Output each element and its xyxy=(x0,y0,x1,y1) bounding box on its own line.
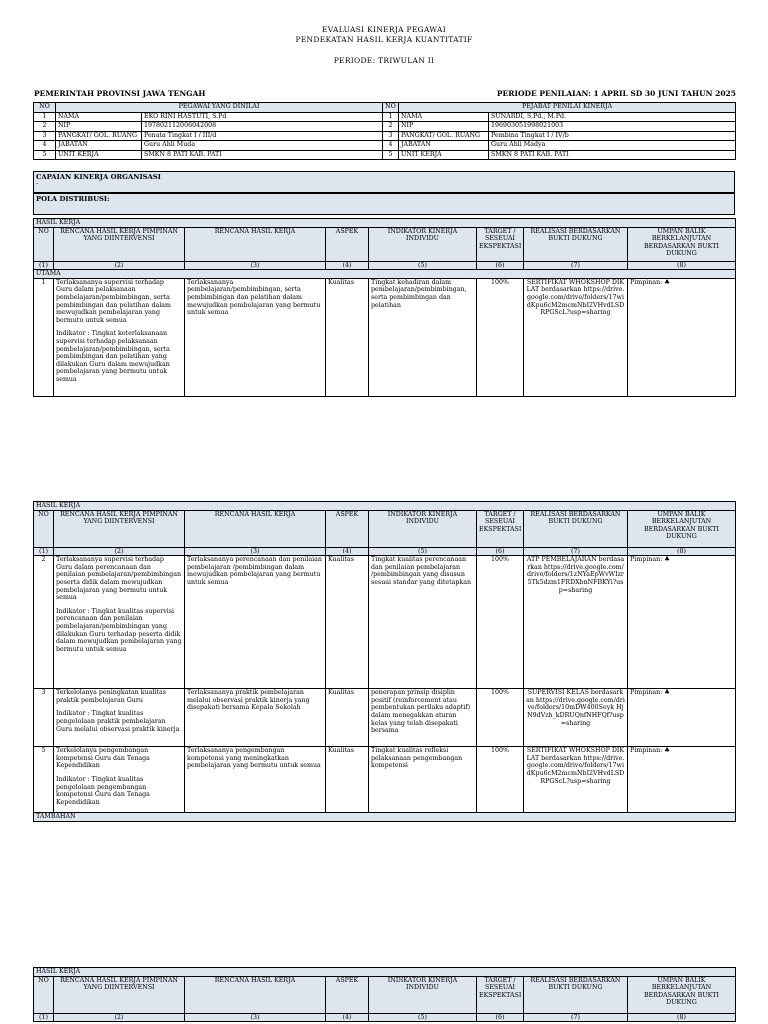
col-umpan-balik: UMPAN BALIK BERKELANJUTAN BERDASARKAN BUKTI DUKUNG xyxy=(628,227,736,261)
col-realisasi: REALISASI BERDASARKAN BUKTI DUKUNG xyxy=(524,976,628,1013)
row-umpan-balik: Pimpinan: ♣ xyxy=(628,278,736,396)
col-indikator: INDIKATOR KINERJA INDIVIDU xyxy=(369,976,477,1013)
row-realisasi: SERTIFIKAT WHOKSHOP DIKLAT berdasarkan https://drive.google.com/drive/folders/17widKpu6cM2mcmNbI2VHvdLSDRPGScL?usp=sharing xyxy=(524,278,628,396)
section-label: HASIL KERJA xyxy=(34,968,736,977)
row-no: 5 xyxy=(34,747,54,813)
row-rhk: Terlaksananya praktik pembelajaran melalui observasi praktik kinerja yang disepakati bersama Kepala Sekolah xyxy=(185,689,326,747)
col-no: NO xyxy=(34,227,54,261)
ident-right-head: PEJABAT PENILAI KINERJA xyxy=(399,103,736,113)
rhk-pimpinan-indikator: Indikator : Tingkat keterlaksanaan supervisi terhadap pelaksanaan pembelajaran/pembimbingan, serta pembimbingan dan pelatihan yang dilakukan Guru dalam mewujudkan pembelajaran yang bermutu untuk semua xyxy=(56,330,170,383)
num-8: (8) xyxy=(628,261,736,270)
col-rhk-pimpinan: RENCANA HASIL KERJA PIMPINAN YANG DIINTERVENSI xyxy=(54,976,185,1013)
row-indikator: penerapan prinsip disiplin positif (reinforcement atau pembentukan perilaku adaptif) dalam menegakkan aturan kelas yang telah disepakati bersama xyxy=(369,689,477,747)
identity-table xyxy=(33,102,736,160)
ident-k2: UNIT KERJA xyxy=(399,150,489,160)
num-4: (4) xyxy=(326,1013,369,1022)
ident-n2: 3 xyxy=(383,131,399,141)
rhk-pimpinan-text: Terlaksananya supervisi terhadap Guru dalam perencanaan dan penilaian pembelajaran/pembimbingan peserta didik dalam mewujudkan pembelajaran yang bermutu untuk semua xyxy=(56,556,182,602)
capaian-section xyxy=(33,171,735,193)
num-6: (6) xyxy=(477,1013,524,1022)
pola-label: POLA DISTRIBUSI: xyxy=(36,195,110,203)
col-rhk: RENCANA HASIL KERJA xyxy=(185,976,326,1013)
row-rhk-pimpinan xyxy=(54,278,185,396)
doc-subtitle: PENDEKATAN HASIL KERJA KUANTITATIF xyxy=(295,35,473,44)
ident-n2: 4 xyxy=(383,141,399,151)
row-rhk: Terlaksananya pengembangan kompetensi yang meningkatkan pembelajaran yang bermutu untuk semua xyxy=(185,747,326,813)
num-3: (3) xyxy=(185,547,326,556)
hasil-kerja-table-3 xyxy=(33,967,736,1022)
capaian-value: - xyxy=(36,179,39,187)
col-target: TARGET / SESEUAI EKSPEKTASI xyxy=(477,510,524,547)
col-indikator: INDIKATOR KINERJA INDIVIDU xyxy=(369,510,477,547)
section-label: HASIL KERJA xyxy=(34,502,736,511)
num-6: (6) xyxy=(477,261,524,270)
tambahan-label: TAMBAHAN xyxy=(34,813,736,822)
ident-v2: Guru Ahli Madya xyxy=(489,141,736,151)
pola-section xyxy=(33,193,735,215)
col-umpan-balik: UMPAN BALIK BERKELANJUTAN BERDASARKAN BUKTI DUKUNG xyxy=(628,976,736,1013)
col-aspek: ASPEK xyxy=(326,510,369,547)
row-rhk-pimpinan xyxy=(54,556,185,689)
num-4: (4) xyxy=(326,261,369,270)
num-1: (1) xyxy=(34,1013,54,1022)
meta-left: PEMERINTAH PROVINSI JAWA TENGAH xyxy=(34,89,206,98)
row-aspek: Kualitas xyxy=(326,747,369,813)
rhk-pimpinan-indikator: Indikator : Tingkat kualitas pengelolaan pengembangan kompetensi Guru dan Tenaga Kependidikan xyxy=(56,775,150,806)
ident-k2: NIP xyxy=(399,122,489,132)
ident-n2: 5 xyxy=(383,150,399,160)
col-rhk: RENCANA HASIL KERJA xyxy=(185,227,326,261)
meta-right: PERIODE PENILAIAN: 1 APRIL SD 30 JUNI TAHUN 2025 xyxy=(496,89,736,98)
ident-row xyxy=(34,141,736,151)
ident-n: 2 xyxy=(34,122,56,132)
num-8: (8) xyxy=(628,547,736,556)
col-realisasi: REALISASI BERDASARKAN BUKTI DUKUNG xyxy=(524,227,628,261)
num-3: (3) xyxy=(185,261,326,270)
hasil-kerja-table-1 xyxy=(33,218,736,397)
ident-n2: 1 xyxy=(383,112,399,122)
ident-no-2: NO xyxy=(383,103,399,113)
ident-k2: NAMA xyxy=(399,112,489,122)
num-8: (8) xyxy=(628,1013,736,1022)
row-umpan-balik: Pimpinan: ♣ xyxy=(628,689,736,747)
row-rhk: Terlaksananya pembelajaran/pembimbingan, serta pembimbingan dan pelatihan dalam mewujudkan pembelajaran yang bermutu untuk semua xyxy=(185,278,326,396)
num-1: (1) xyxy=(34,547,54,556)
row-target: 100% xyxy=(477,747,524,813)
section-label: HASIL KERJA xyxy=(34,219,736,228)
ident-v2: 196903051998021003 xyxy=(489,122,736,132)
table-row xyxy=(34,278,736,396)
num-2: (2) xyxy=(54,547,185,556)
ident-n: 1 xyxy=(34,112,56,122)
row-target: 100% xyxy=(477,556,524,689)
col-rhk-pimpinan: RENCANA HASIL KERJA PIMPINAN YANG DIINTERVENSI xyxy=(54,227,185,261)
ident-k: JABATAN xyxy=(56,141,142,151)
col-rhk-pimpinan: RENCANA HASIL KERJA PIMPINAN YANG DIINTERVENSI xyxy=(54,510,185,547)
row-umpan-balik: Pimpinan: ♣ xyxy=(628,747,736,813)
num-6: (6) xyxy=(477,547,524,556)
ident-n: 4 xyxy=(34,141,56,151)
ident-k2: PANGKAT/ GOL. RUANG xyxy=(399,131,489,141)
table-row xyxy=(34,747,736,813)
row-target: 100% xyxy=(477,689,524,747)
row-aspek: Kualitas xyxy=(326,278,369,396)
row-rhk: Terlaksananya perencanaan dan penilaian pembelajaran /pembimbingan dalam mewujudkan pembelajaran yang bermutu untuk semua xyxy=(185,556,326,689)
num-5: (5) xyxy=(369,1013,477,1022)
col-aspek: ASPEK xyxy=(326,976,369,1013)
ident-k: PANGKAT/ GOL. RUANG xyxy=(56,131,142,141)
col-rhk: RENCANA HASIL KERJA xyxy=(185,510,326,547)
col-no: NO xyxy=(34,510,54,547)
row-no: 1 xyxy=(34,278,54,396)
row-no: 2 xyxy=(34,556,54,689)
ident-n2: 2 xyxy=(383,122,399,132)
ident-v: 197802112006042008 xyxy=(142,122,383,132)
col-target: TARGET / SESEUAI EKSPEKTASI xyxy=(477,976,524,1013)
num-2: (2) xyxy=(54,261,185,270)
row-indikator: Tingkat kualitas refleksi pelaksanaan pengembangan kompetensi xyxy=(369,747,477,813)
capaian-label: CAPAIAN KINERJA ORGANISASI xyxy=(36,173,161,181)
num-5: (5) xyxy=(369,547,477,556)
col-realisasi: REALISASI BERDASARKAN BUKTI DUKUNG xyxy=(524,510,628,547)
row-indikator: Tingkat kehadiran dalam pembelajaran/pembimbingan, serta pembimbingan dan pelatihan xyxy=(369,278,477,396)
num-7: (7) xyxy=(524,1013,628,1022)
row-rhk-pimpinan xyxy=(54,689,185,747)
row-umpan-balik: Pimpinan: ♣ xyxy=(628,556,736,689)
ident-n: 5 xyxy=(34,150,56,160)
ident-k: NAMA xyxy=(56,112,142,122)
ident-row xyxy=(34,112,736,122)
col-aspek: ASPEK xyxy=(326,227,369,261)
row-no: 3 xyxy=(34,689,54,747)
ident-left-head: PEGAWAI YANG DINILAI xyxy=(56,103,383,113)
ident-v: EKO RINI HASTUTI, S.Pd xyxy=(142,112,383,122)
row-rhk-pimpinan xyxy=(54,747,185,813)
num-5: (5) xyxy=(369,261,477,270)
ident-v: Guru Ahli Muda xyxy=(142,141,383,151)
ident-k: UNIT KERJA xyxy=(56,150,142,160)
row-indikator: Tingkat kualitas perencanaan dan penilaian pembelajaran /pembimbingan yang disusun sesuai standar yang ditetapkan xyxy=(369,556,477,689)
ident-k2: JABATAN xyxy=(399,141,489,151)
ident-row xyxy=(34,150,736,160)
num-7: (7) xyxy=(524,547,628,556)
num-1: (1) xyxy=(34,261,54,270)
ident-row xyxy=(34,131,736,141)
table-row xyxy=(34,689,736,747)
row-target: 100% xyxy=(477,278,524,396)
row-realisasi: SUPERVISI KELAS berdasarkan https://drive.google.com/drive/folders/10mDW400Seyk HjN9dVzh_kDRUQnfNHFQf?usp=sharing xyxy=(524,689,628,747)
rhk-pimpinan-indikator: Indikator : Tingkat kualitas supervisi perencanaan dan penilaian pembelajaran/pembimbingan yang dilakukan Guru terhadap peserta didik dalam mewujudkan pembelajaran yang bermutu untuk semua xyxy=(56,607,182,653)
col-indikator: INDIKATOR KINERJA INDIVIDU xyxy=(369,227,477,261)
ident-v2: SUNARDI, S.Pd., M.Pd. xyxy=(489,112,736,122)
row-realisasi: SERTIFIKAT WHOKSHOP DIKLAT berdasarkan https://drive.google.com/drive/folders/17widKpu6cM2mcmNbI2VHvdLSDRPGScL?usp=sharing xyxy=(524,747,628,813)
row-aspek: Kualitas xyxy=(326,556,369,689)
rhk-pimpinan-text: Terkelolanya peningkatan kualitas praktik pembelajaran Guru xyxy=(56,689,166,704)
ident-k: NIP xyxy=(56,122,142,132)
ident-n: 3 xyxy=(34,131,56,141)
col-umpan-balik: UMPAN BALIK BERKELANJUTAN BERDASARKAN BUKTI DUKUNG xyxy=(628,510,736,547)
rhk-pimpinan-indikator: Indikator : Tingkat kualitas pengelolaan praktik pembelajaran Guru melalui observasi praktik kinerja xyxy=(56,710,180,733)
ident-row xyxy=(34,122,736,132)
hasil-kerja-table-2 xyxy=(33,501,736,822)
col-target: TARGET / SESEUAI EKSPEKTASI xyxy=(477,227,524,261)
num-3: (3) xyxy=(185,1013,326,1022)
col-no: NO xyxy=(34,976,54,1013)
num-2: (2) xyxy=(54,1013,185,1022)
ident-v: Penata Tingkat I / III/d xyxy=(142,131,383,141)
ident-v2: Pembina Tingkat I / IV/b xyxy=(489,131,736,141)
num-4: (4) xyxy=(326,547,369,556)
ident-v: SMKN 8 PATI KAB. PATI xyxy=(142,150,383,160)
row-aspek: Kualitas xyxy=(326,689,369,747)
row-realisasi: ATP PEMBELAJARAN berdasarkan https://drive.google.com/drive/folders/1zNYaEpWvWIzr5Tk5dzm1FRDXbnNFBKYi?usp=sharing xyxy=(524,556,628,689)
table-row xyxy=(34,556,736,689)
rhk-pimpinan-text: Terlaksananya supervisi terhadap Guru dalam pelaksanaan pembelajaran/pembimbingan, serta pembimbingan dan pelatihan dalam mewujudkan pembelajaran yang bermutu untuk semua xyxy=(56,278,171,324)
doc-periode: PERIODE: TRIWULAN II xyxy=(333,56,435,65)
ident-v2: SMKN 8 PATI KAB. PATI xyxy=(489,150,736,160)
ident-no: NO xyxy=(34,103,56,113)
doc-title: EVALUASI KINERJA PEGAWAI xyxy=(322,25,446,34)
num-7: (7) xyxy=(524,261,628,270)
rhk-pimpinan-text: Terkelolanya pengembangan kompetensi Guru dan Tenaga Kependidikan xyxy=(56,747,150,770)
utama-label: UTAMA xyxy=(34,270,736,279)
